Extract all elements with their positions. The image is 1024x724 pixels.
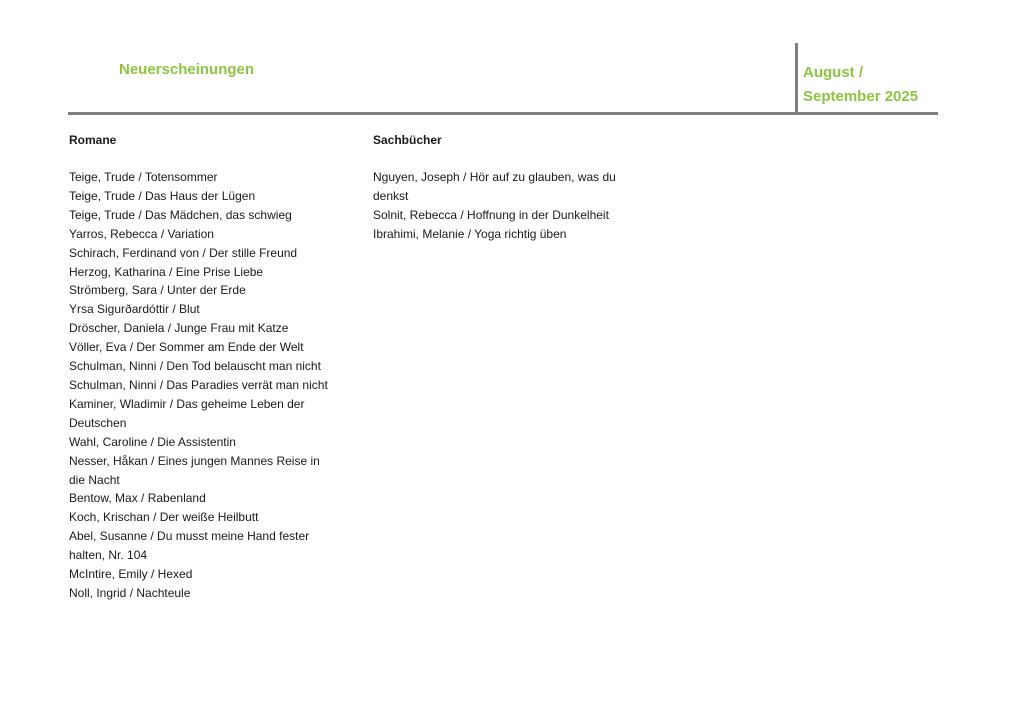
list-item: Bentow, Max / Rabenland	[69, 491, 206, 506]
list-item: McIntire, Emily / Hexed	[69, 567, 193, 582]
sachbuecher-list	[373, 168, 629, 244]
header-date-line2: September 2025	[803, 88, 919, 105]
header-vertical-divider	[795, 43, 798, 114]
list-item: Dröscher, Daniela / Junge Frau mit Katze	[69, 321, 289, 336]
list-item: Yrsa Sigurðardóttir / Blut	[69, 302, 200, 317]
list-item: Koch, Krischan / Der weiße Heilbutt	[69, 510, 259, 525]
sachbuecher-column	[373, 131, 629, 244]
list-item: Wahl, Caroline / Die Assistentin	[69, 434, 236, 449]
list-item: Teige, Trude / Das Mädchen, das schwieg	[69, 207, 292, 222]
list-item: Schirach, Ferdinand von / Der stille Freund	[69, 245, 298, 260]
sachbuecher-heading: Sachbücher	[373, 133, 442, 147]
romane-list	[69, 168, 337, 603]
romane-heading: Romane	[69, 133, 117, 147]
list-item: Yarros, Rebecca / Variation	[69, 226, 214, 241]
list-item: Herzog, Katharina / Eine Prise Liebe	[69, 264, 264, 279]
list-item: Noll, Ingrid / Nachteule	[69, 585, 191, 600]
list-item: Teige, Trude / Totensommer	[69, 170, 218, 184]
header-date-line1: August /	[803, 64, 863, 81]
header-date	[803, 61, 918, 109]
list-item: Kaminer, Wladimir / Das geheime Leben der Deutschen	[69, 396, 305, 430]
list-item: Solnit, Rebecca / Hoffnung in der Dunkelheit	[373, 207, 609, 222]
list-item: Ibrahimi, Melanie / Yoga richtig üben	[373, 226, 567, 241]
romane-column	[69, 131, 337, 603]
list-item: Abel, Susanne / Du musst meine Hand fester halten, Nr. 104	[69, 529, 310, 563]
page-title: Neuerscheinungen	[119, 61, 255, 78]
header-horizontal-divider	[68, 112, 938, 115]
list-item: Schulman, Ninni / Den Tod belauscht man nicht	[69, 359, 321, 374]
list-item: Teige, Trude / Das Haus der Lügen	[69, 188, 256, 203]
list-item: Nesser, Håkan / Eines jungen Mannes Reise in die Nacht	[69, 453, 320, 487]
list-item: Nguyen, Joseph / Hör auf zu glauben, was du denkst	[373, 170, 616, 203]
list-item: Völler, Eva / Der Sommer am Ende der Welt	[69, 340, 304, 355]
list-item: Strömberg, Sara / Unter der Erde	[69, 283, 246, 298]
list-item: Schulman, Ninni / Das Paradies verrät man nicht	[69, 377, 328, 392]
